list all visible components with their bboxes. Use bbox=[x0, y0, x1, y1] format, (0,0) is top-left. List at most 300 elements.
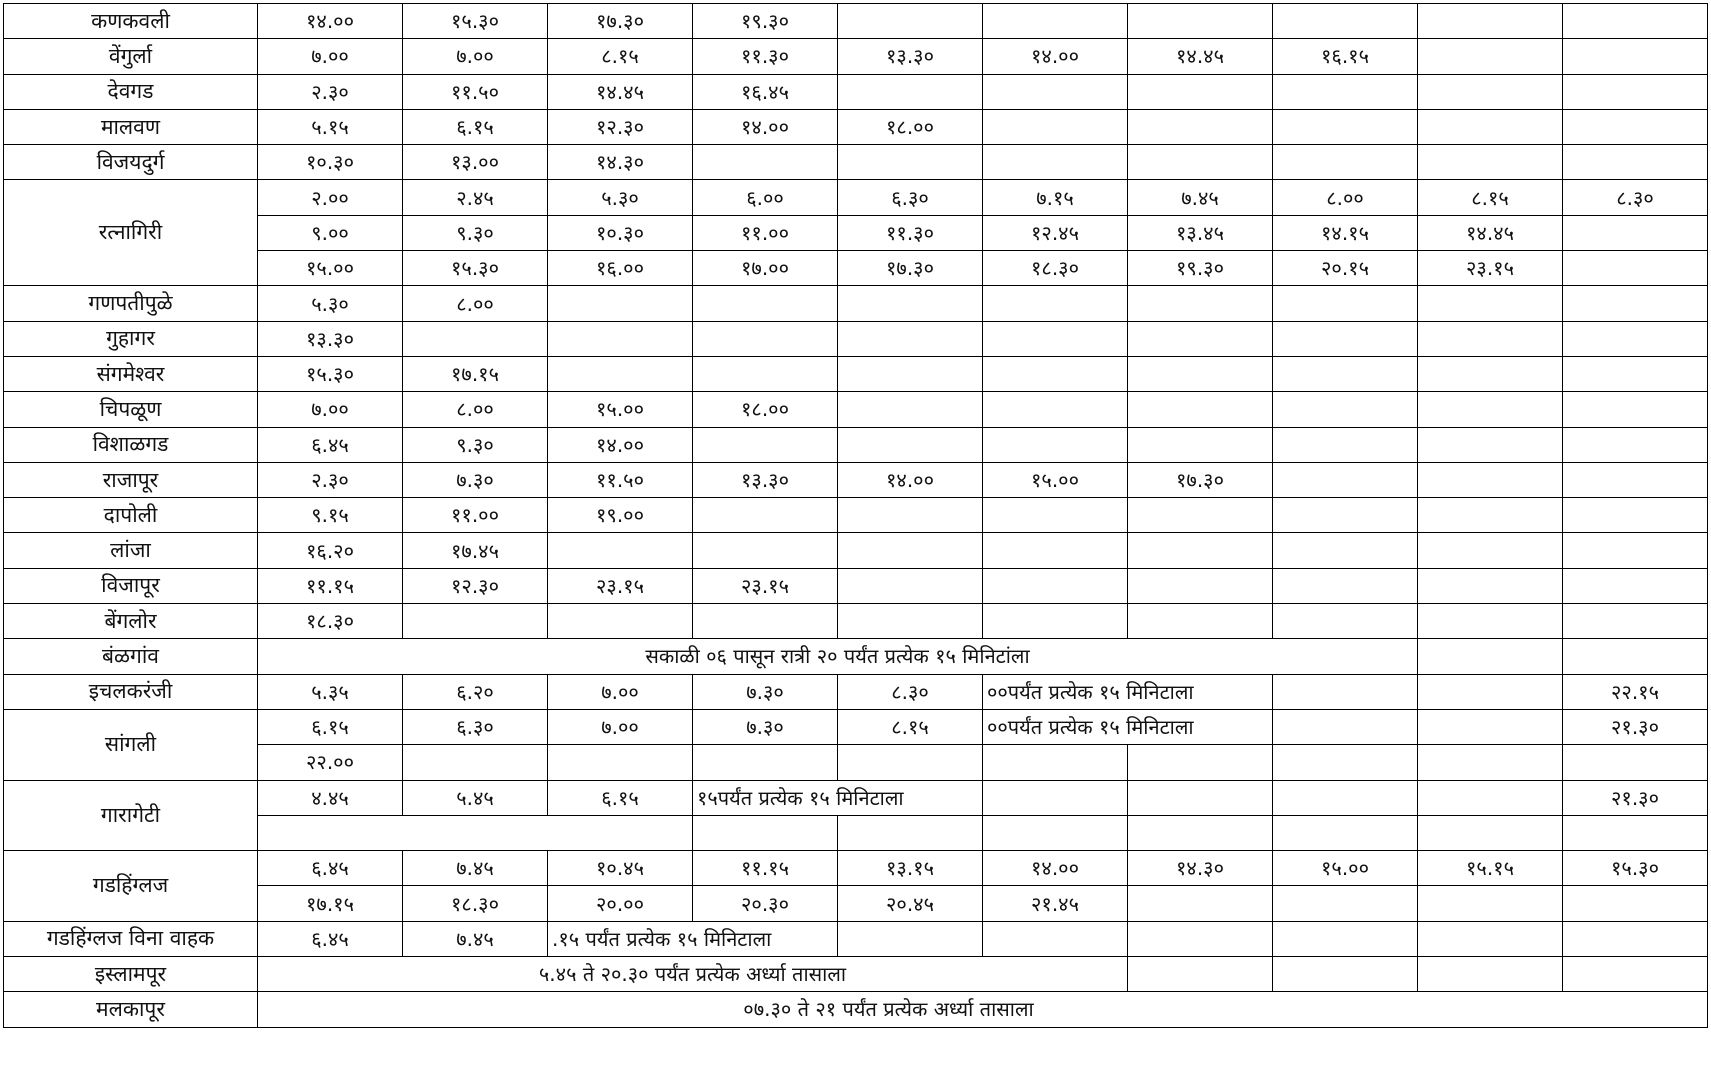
departure-time bbox=[1128, 780, 1273, 815]
departure-time bbox=[1128, 286, 1273, 321]
departure-time bbox=[693, 321, 838, 356]
departure-time: २१.३० bbox=[1563, 709, 1708, 744]
departure-time: ७.४५ bbox=[1128, 180, 1273, 215]
departure-time bbox=[1563, 4, 1708, 39]
departure-time bbox=[1418, 780, 1563, 815]
departure-time: २०.१५ bbox=[1273, 251, 1418, 286]
departure-time: ५.३० bbox=[258, 286, 403, 321]
departure-time bbox=[1273, 145, 1418, 180]
departure-time bbox=[1563, 427, 1708, 462]
place-name: गुहागर bbox=[4, 321, 258, 356]
departure-time bbox=[1563, 639, 1708, 674]
departure-time: ८.०० bbox=[403, 286, 548, 321]
departure-time bbox=[1418, 815, 1563, 850]
departure-time: ६.२० bbox=[403, 674, 548, 709]
departure-time: १४.०० bbox=[693, 109, 838, 144]
departure-time bbox=[1563, 533, 1708, 568]
departure-time bbox=[1418, 745, 1563, 780]
table-row bbox=[4, 109, 1708, 144]
departure-time bbox=[838, 392, 983, 427]
departure-time bbox=[983, 356, 1128, 391]
departure-time: ६.३० bbox=[838, 180, 983, 215]
departure-time bbox=[548, 745, 693, 780]
departure-time bbox=[1273, 498, 1418, 533]
departure-time: २२.१५ bbox=[1563, 674, 1708, 709]
table-row bbox=[4, 286, 1708, 321]
departure-time bbox=[983, 745, 1128, 780]
departure-time bbox=[1128, 4, 1273, 39]
frequency-note: ००पर्यंत प्रत्येक १५ मिनिटाला bbox=[983, 709, 1273, 744]
departure-time: १५.०० bbox=[1273, 851, 1418, 886]
departure-time: २१.४५ bbox=[983, 886, 1128, 921]
departure-time: १४.३० bbox=[548, 145, 693, 180]
departure-time bbox=[693, 356, 838, 391]
departure-time bbox=[983, 921, 1128, 956]
place-name: विजयदुर्ग bbox=[4, 145, 258, 180]
departure-time bbox=[1273, 780, 1418, 815]
departure-time bbox=[838, 74, 983, 109]
departure-time bbox=[1273, 709, 1418, 744]
table-row bbox=[4, 427, 1708, 462]
departure-time bbox=[1273, 604, 1418, 639]
departure-time bbox=[693, 286, 838, 321]
departure-time bbox=[1418, 533, 1563, 568]
departure-time bbox=[693, 745, 838, 780]
departure-time bbox=[838, 498, 983, 533]
departure-time bbox=[1563, 109, 1708, 144]
departure-time: १८.३० bbox=[983, 251, 1128, 286]
departure-time: ९.०० bbox=[258, 215, 403, 250]
departure-time: ११.१५ bbox=[693, 851, 838, 886]
departure-time bbox=[983, 604, 1128, 639]
place-name: गणपतीपुळे bbox=[4, 286, 258, 321]
departure-time bbox=[1273, 957, 1418, 992]
departure-time bbox=[1563, 604, 1708, 639]
place-name: मालवण bbox=[4, 109, 258, 144]
departure-time: १३.१५ bbox=[838, 851, 983, 886]
departure-time: १५.३० bbox=[403, 251, 548, 286]
departure-time bbox=[548, 321, 693, 356]
table-row bbox=[4, 321, 1708, 356]
departure-time: २०.०० bbox=[548, 886, 693, 921]
departure-time: १७.४५ bbox=[403, 533, 548, 568]
departure-time: १४.०० bbox=[258, 4, 403, 39]
table-row bbox=[4, 780, 1708, 815]
departure-time: १५.१५ bbox=[1418, 851, 1563, 886]
departure-time bbox=[1128, 604, 1273, 639]
departure-time bbox=[983, 321, 1128, 356]
departure-time: ९.३० bbox=[403, 427, 548, 462]
table-row bbox=[4, 498, 1708, 533]
departure-time: १२.३० bbox=[403, 568, 548, 603]
departure-time bbox=[1273, 533, 1418, 568]
place-name: विशाळगड bbox=[4, 427, 258, 462]
departure-time bbox=[1563, 957, 1708, 992]
departure-time: १५.३० bbox=[1563, 851, 1708, 886]
table-row bbox=[4, 215, 1708, 250]
departure-time: १७.१५ bbox=[258, 886, 403, 921]
table-row bbox=[4, 568, 1708, 603]
departure-time: ७.०० bbox=[258, 39, 403, 74]
departure-time bbox=[983, 286, 1128, 321]
table-row bbox=[4, 462, 1708, 497]
departure-time bbox=[1563, 921, 1708, 956]
departure-time bbox=[1273, 462, 1418, 497]
departure-time bbox=[1273, 427, 1418, 462]
departure-time bbox=[693, 498, 838, 533]
departure-time: १०.३० bbox=[258, 145, 403, 180]
departure-time bbox=[1418, 498, 1563, 533]
departure-time: ८.१५ bbox=[548, 39, 693, 74]
departure-time: २०.४५ bbox=[838, 886, 983, 921]
departure-time: १७.१५ bbox=[403, 356, 548, 391]
departure-time bbox=[693, 427, 838, 462]
departure-time: ५.३० bbox=[548, 180, 693, 215]
departure-time bbox=[1563, 74, 1708, 109]
departure-time bbox=[1418, 921, 1563, 956]
departure-time: ८.०० bbox=[1273, 180, 1418, 215]
table-row bbox=[4, 639, 1708, 674]
departure-time: १७.०० bbox=[693, 251, 838, 286]
departure-time bbox=[1418, 639, 1563, 674]
departure-time: ७.०० bbox=[403, 39, 548, 74]
table-row bbox=[4, 4, 1708, 39]
departure-time: २३.१५ bbox=[548, 568, 693, 603]
departure-time: १३.४५ bbox=[1128, 215, 1273, 250]
departure-time: १८.३० bbox=[403, 886, 548, 921]
departure-time: ७.०० bbox=[548, 709, 693, 744]
departure-time: ११.३० bbox=[693, 39, 838, 74]
departure-time bbox=[1128, 745, 1273, 780]
table-row bbox=[4, 921, 1708, 956]
departure-time: ४.४५ bbox=[258, 780, 403, 815]
departure-time bbox=[1418, 356, 1563, 391]
place-name: गारागेटी bbox=[4, 780, 258, 851]
departure-time: २.३० bbox=[258, 462, 403, 497]
departure-time: १४.०० bbox=[983, 851, 1128, 886]
departure-time bbox=[838, 286, 983, 321]
departure-time: ७.४५ bbox=[403, 921, 548, 956]
departure-time bbox=[1563, 568, 1708, 603]
place-name: चिपळूण bbox=[4, 392, 258, 427]
departure-time: ११.०० bbox=[403, 498, 548, 533]
departure-time bbox=[1128, 356, 1273, 391]
departure-time bbox=[1418, 709, 1563, 744]
departure-time: १६.४५ bbox=[693, 74, 838, 109]
departure-time: ५.४५ bbox=[403, 780, 548, 815]
departure-time bbox=[1418, 39, 1563, 74]
departure-time: २३.१५ bbox=[693, 568, 838, 603]
departure-time: ११.१५ bbox=[258, 568, 403, 603]
departure-time: १३.३० bbox=[693, 462, 838, 497]
departure-time bbox=[1563, 356, 1708, 391]
departure-time bbox=[1273, 4, 1418, 39]
departure-time: १७.३० bbox=[1128, 462, 1273, 497]
departure-time bbox=[1418, 886, 1563, 921]
departure-time bbox=[403, 745, 548, 780]
departure-time bbox=[1128, 321, 1273, 356]
departure-time: १५.०० bbox=[983, 462, 1128, 497]
departure-time: ११.०० bbox=[693, 215, 838, 250]
departure-time bbox=[1563, 286, 1708, 321]
frequency-note: ००पर्यंत प्रत्येक १५ मिनिटाला bbox=[983, 674, 1273, 709]
departure-time: ११.५० bbox=[548, 462, 693, 497]
departure-time bbox=[1273, 74, 1418, 109]
departure-time bbox=[838, 745, 983, 780]
departure-time bbox=[838, 4, 983, 39]
departure-time: १८.०० bbox=[693, 392, 838, 427]
place-name: इस्लामपूर bbox=[4, 957, 258, 992]
departure-time: १६.१५ bbox=[1273, 39, 1418, 74]
bus-timetable bbox=[3, 3, 1707, 1064]
place-name: लांजा bbox=[4, 533, 258, 568]
departure-time: २३.१५ bbox=[1418, 251, 1563, 286]
departure-time: ८.०० bbox=[403, 392, 548, 427]
departure-time: ९.१५ bbox=[258, 498, 403, 533]
departure-time bbox=[1273, 745, 1418, 780]
frequency-note: १५पर्यंत प्रत्येक १५ मिनिटाला bbox=[693, 780, 983, 815]
place-name: वेंगुर्ला bbox=[4, 39, 258, 74]
place-name: इचलकरंजी bbox=[4, 674, 258, 709]
departure-time: ७.३० bbox=[693, 674, 838, 709]
table-row bbox=[4, 851, 1708, 886]
table-row bbox=[4, 39, 1708, 74]
departure-time: १०.३० bbox=[548, 215, 693, 250]
departure-time bbox=[1563, 815, 1708, 850]
departure-time bbox=[1418, 109, 1563, 144]
departure-time: ८.३० bbox=[838, 674, 983, 709]
departure-time: १४.४५ bbox=[548, 74, 693, 109]
departure-time bbox=[983, 109, 1128, 144]
departure-time bbox=[983, 498, 1128, 533]
departure-time: १४.०० bbox=[838, 462, 983, 497]
table-row bbox=[4, 745, 1708, 780]
departure-time bbox=[1128, 392, 1273, 427]
departure-time: १८.०० bbox=[838, 109, 983, 144]
departure-time: २२.०० bbox=[258, 745, 403, 780]
departure-time bbox=[693, 145, 838, 180]
departure-time: २०.३० bbox=[693, 886, 838, 921]
place-name: देवगड bbox=[4, 74, 258, 109]
table-row bbox=[4, 886, 1708, 921]
departure-time: १९.३० bbox=[1128, 251, 1273, 286]
departure-time bbox=[1563, 886, 1708, 921]
departure-time: ६.१५ bbox=[548, 780, 693, 815]
table-row bbox=[4, 74, 1708, 109]
departure-time bbox=[983, 780, 1128, 815]
place-name: बेंगलोर bbox=[4, 604, 258, 639]
departure-time: ८.१५ bbox=[1418, 180, 1563, 215]
table-row bbox=[4, 709, 1708, 744]
departure-time bbox=[1563, 39, 1708, 74]
departure-time bbox=[838, 427, 983, 462]
departure-time bbox=[983, 392, 1128, 427]
departure-time: १४.३० bbox=[1128, 851, 1273, 886]
departure-time bbox=[1128, 498, 1273, 533]
departure-time bbox=[983, 533, 1128, 568]
departure-time bbox=[1273, 921, 1418, 956]
departure-time bbox=[548, 533, 693, 568]
departure-time bbox=[548, 356, 693, 391]
departure-time: १६.०० bbox=[548, 251, 693, 286]
departure-time: १२.४५ bbox=[983, 215, 1128, 250]
departure-time: १५.०० bbox=[258, 251, 403, 286]
place-name: रत्नागिरी bbox=[4, 180, 258, 286]
table-row bbox=[4, 815, 1708, 850]
departure-time bbox=[838, 533, 983, 568]
departure-time: १३.३० bbox=[258, 321, 403, 356]
departure-time: ७.१५ bbox=[983, 180, 1128, 215]
departure-time: १२.३० bbox=[548, 109, 693, 144]
place-name: मलकापूर bbox=[4, 992, 258, 1027]
departure-time: १८.३० bbox=[258, 604, 403, 639]
departure-time bbox=[1273, 356, 1418, 391]
table-row bbox=[4, 957, 1708, 992]
departure-time: ६.३० bbox=[403, 709, 548, 744]
departure-time: ६.१५ bbox=[403, 109, 548, 144]
departure-time: १४.४५ bbox=[1128, 39, 1273, 74]
departure-time bbox=[1273, 674, 1418, 709]
place-name: गडहिंग्लज विना वाहक bbox=[4, 921, 258, 956]
departure-time: २.४५ bbox=[403, 180, 548, 215]
departure-time bbox=[548, 286, 693, 321]
departure-time: १०.४५ bbox=[548, 851, 693, 886]
table-row bbox=[4, 145, 1708, 180]
departure-time bbox=[548, 604, 693, 639]
departure-time bbox=[838, 356, 983, 391]
departure-time: १५.३० bbox=[403, 4, 548, 39]
departure-time: १३.३० bbox=[838, 39, 983, 74]
departure-time bbox=[1563, 321, 1708, 356]
departure-time: १४.१५ bbox=[1273, 215, 1418, 250]
timetable-grid bbox=[3, 3, 1708, 1028]
departure-time: २१.३० bbox=[1563, 780, 1708, 815]
departure-time bbox=[1563, 462, 1708, 497]
departure-time: ८.३० bbox=[1563, 180, 1708, 215]
departure-time: ९.३० bbox=[403, 215, 548, 250]
departure-time: ७.४५ bbox=[403, 851, 548, 886]
departure-time: ७.०० bbox=[548, 674, 693, 709]
place-name: संगमेश्वर bbox=[4, 356, 258, 391]
table-row bbox=[4, 674, 1708, 709]
departure-time bbox=[1418, 462, 1563, 497]
table-row bbox=[4, 392, 1708, 427]
place-name: दापोली bbox=[4, 498, 258, 533]
departure-time: ६.४५ bbox=[258, 427, 403, 462]
departure-time bbox=[1128, 957, 1273, 992]
departure-time bbox=[1418, 4, 1563, 39]
departure-time: १४.०० bbox=[983, 39, 1128, 74]
departure-time: १४.४५ bbox=[1418, 215, 1563, 250]
departure-time bbox=[403, 321, 548, 356]
departure-time bbox=[693, 533, 838, 568]
place-name: विजापूर bbox=[4, 568, 258, 603]
departure-time bbox=[1128, 145, 1273, 180]
departure-time: १५.३० bbox=[258, 356, 403, 391]
frequency-note: .१५ पर्यंत प्रत्येक १५ मिनिटाला bbox=[548, 921, 838, 956]
table-row bbox=[4, 533, 1708, 568]
departure-time bbox=[1418, 674, 1563, 709]
departure-time: ६.४५ bbox=[258, 851, 403, 886]
departure-time: २.०० bbox=[258, 180, 403, 215]
departure-time: ७.०० bbox=[258, 392, 403, 427]
departure-time bbox=[1273, 886, 1418, 921]
departure-time bbox=[258, 815, 693, 850]
departure-time bbox=[838, 815, 983, 850]
departure-time: ५.३५ bbox=[258, 674, 403, 709]
departure-time bbox=[1273, 286, 1418, 321]
departure-time bbox=[693, 604, 838, 639]
departure-time: १९.०० bbox=[548, 498, 693, 533]
departure-time bbox=[1128, 568, 1273, 603]
departure-time: १५.०० bbox=[548, 392, 693, 427]
departure-time bbox=[983, 815, 1128, 850]
departure-time bbox=[838, 321, 983, 356]
frequency-note: ५.४५ ते २०.३० पर्यंत प्रत्येक अर्ध्या तासाला bbox=[258, 957, 1128, 992]
departure-time: ११.३० bbox=[838, 215, 983, 250]
table-row bbox=[4, 604, 1708, 639]
departure-time bbox=[1563, 251, 1708, 286]
departure-time bbox=[1128, 74, 1273, 109]
departure-time bbox=[983, 568, 1128, 603]
departure-time bbox=[1273, 392, 1418, 427]
departure-time bbox=[1418, 957, 1563, 992]
departure-time: ५.१५ bbox=[258, 109, 403, 144]
departure-time: १४.०० bbox=[548, 427, 693, 462]
departure-time bbox=[1273, 568, 1418, 603]
departure-time: २.३० bbox=[258, 74, 403, 109]
departure-time bbox=[1128, 815, 1273, 850]
departure-time bbox=[838, 921, 983, 956]
departure-time bbox=[1128, 533, 1273, 568]
departure-time bbox=[838, 604, 983, 639]
departure-time bbox=[838, 145, 983, 180]
place-name: राजापूर bbox=[4, 462, 258, 497]
departure-time bbox=[1128, 886, 1273, 921]
departure-time bbox=[1273, 815, 1418, 850]
departure-time bbox=[983, 145, 1128, 180]
departure-time bbox=[838, 568, 983, 603]
departure-time: ७.३० bbox=[693, 709, 838, 744]
departure-time: १७.३० bbox=[548, 4, 693, 39]
departure-time bbox=[1563, 392, 1708, 427]
departure-time bbox=[1128, 921, 1273, 956]
place-name: सांगली bbox=[4, 709, 258, 780]
departure-time bbox=[1563, 498, 1708, 533]
departure-time: १७.३० bbox=[838, 251, 983, 286]
departure-time: ६.४५ bbox=[258, 921, 403, 956]
departure-time bbox=[1418, 392, 1563, 427]
departure-time bbox=[1273, 109, 1418, 144]
departure-time: ६.०० bbox=[693, 180, 838, 215]
table-row bbox=[4, 356, 1708, 391]
departure-time bbox=[1418, 604, 1563, 639]
departure-time bbox=[1418, 286, 1563, 321]
departure-time bbox=[1563, 745, 1708, 780]
departure-time: ८.१५ bbox=[838, 709, 983, 744]
departure-time bbox=[1273, 321, 1418, 356]
place-name: कणकवली bbox=[4, 4, 258, 39]
table-row bbox=[4, 180, 1708, 215]
departure-time bbox=[1128, 427, 1273, 462]
place-name: बंळगांव bbox=[4, 639, 258, 674]
departure-time bbox=[1418, 568, 1563, 603]
departure-time bbox=[403, 604, 548, 639]
departure-time bbox=[1418, 321, 1563, 356]
place-name: गडहिंग्लज bbox=[4, 851, 258, 922]
departure-time: १६.२० bbox=[258, 533, 403, 568]
departure-time bbox=[1128, 109, 1273, 144]
